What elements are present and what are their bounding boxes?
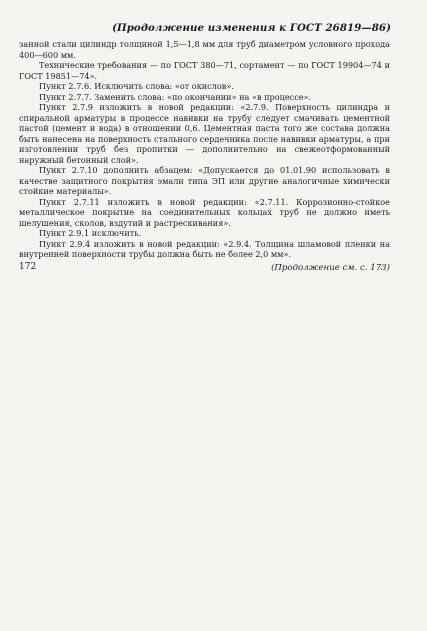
- paragraph-7: Пункт 2.7.11 изложить в новой редакции: «2.7.11. Коррозионно-стойкое металлическое покрытие на соединительных кольцах труб не должно иметь шелушения, сколов, вздутий и растрескивания».: [19, 196, 390, 228]
- paragraph-9: Пункт 2.9.4 изложить в новой редакции: «2.9.4. Толщина шламовой пленки на внутренней поверхности трубы должна быть не более 2,0 мм».: [19, 238, 390, 259]
- paragraph-6: Пункт 2.7.10 дополнить абзацем: «Допускается до 01.01.90 использовать в качестве защитного покрытия эмали типа ЭП или другие аналогичные химически стойкие материалы».: [19, 165, 390, 196]
- paragraph-8: Пункт 2.9.1 исключить.: [39, 228, 142, 238]
- document-body: [19, 39, 390, 273]
- paragraph-1: занной стали цилиндр толщиной 1,5—1,8 мм для труб диаметром условного прохода 400—600 мм.: [19, 39, 390, 60]
- running-header: (Продолжение изменения к ГОСТ 26819—86): [112, 22, 391, 34]
- continuation-note: (Продолжение см. с. 173): [271, 262, 390, 273]
- paragraph-4: Пункт 2.7.7. Заменить слова: «по окончании» на «в процессе».: [39, 91, 312, 102]
- paragraph-3: Пункт 2.7.6. Исключить слова: «от окислов».: [39, 81, 234, 91]
- paragraph-2: Технические требования — по ГОСТ 380—71, сортамент — по ГОСТ 19904—74 и ГОСТ 19851—74».: [19, 60, 390, 81]
- page-number: 172: [19, 262, 37, 272]
- paragraph-5: Пункт 2.7.9 изложить в новой редакции: «2.7.9. Поверхность цилиндра и спиральной арматуры в процессе навивки на трубу следует смачивать цементной пастой (цемент и вода) в отношении 0,6. Цементная паста того же состава должна быть нанесена на поверхность стального сердечника после навивки арматуры, а при изготовлении труб без пропитки — дополнительно на свежеотформованный наружный бетонный слой».: [19, 102, 390, 165]
